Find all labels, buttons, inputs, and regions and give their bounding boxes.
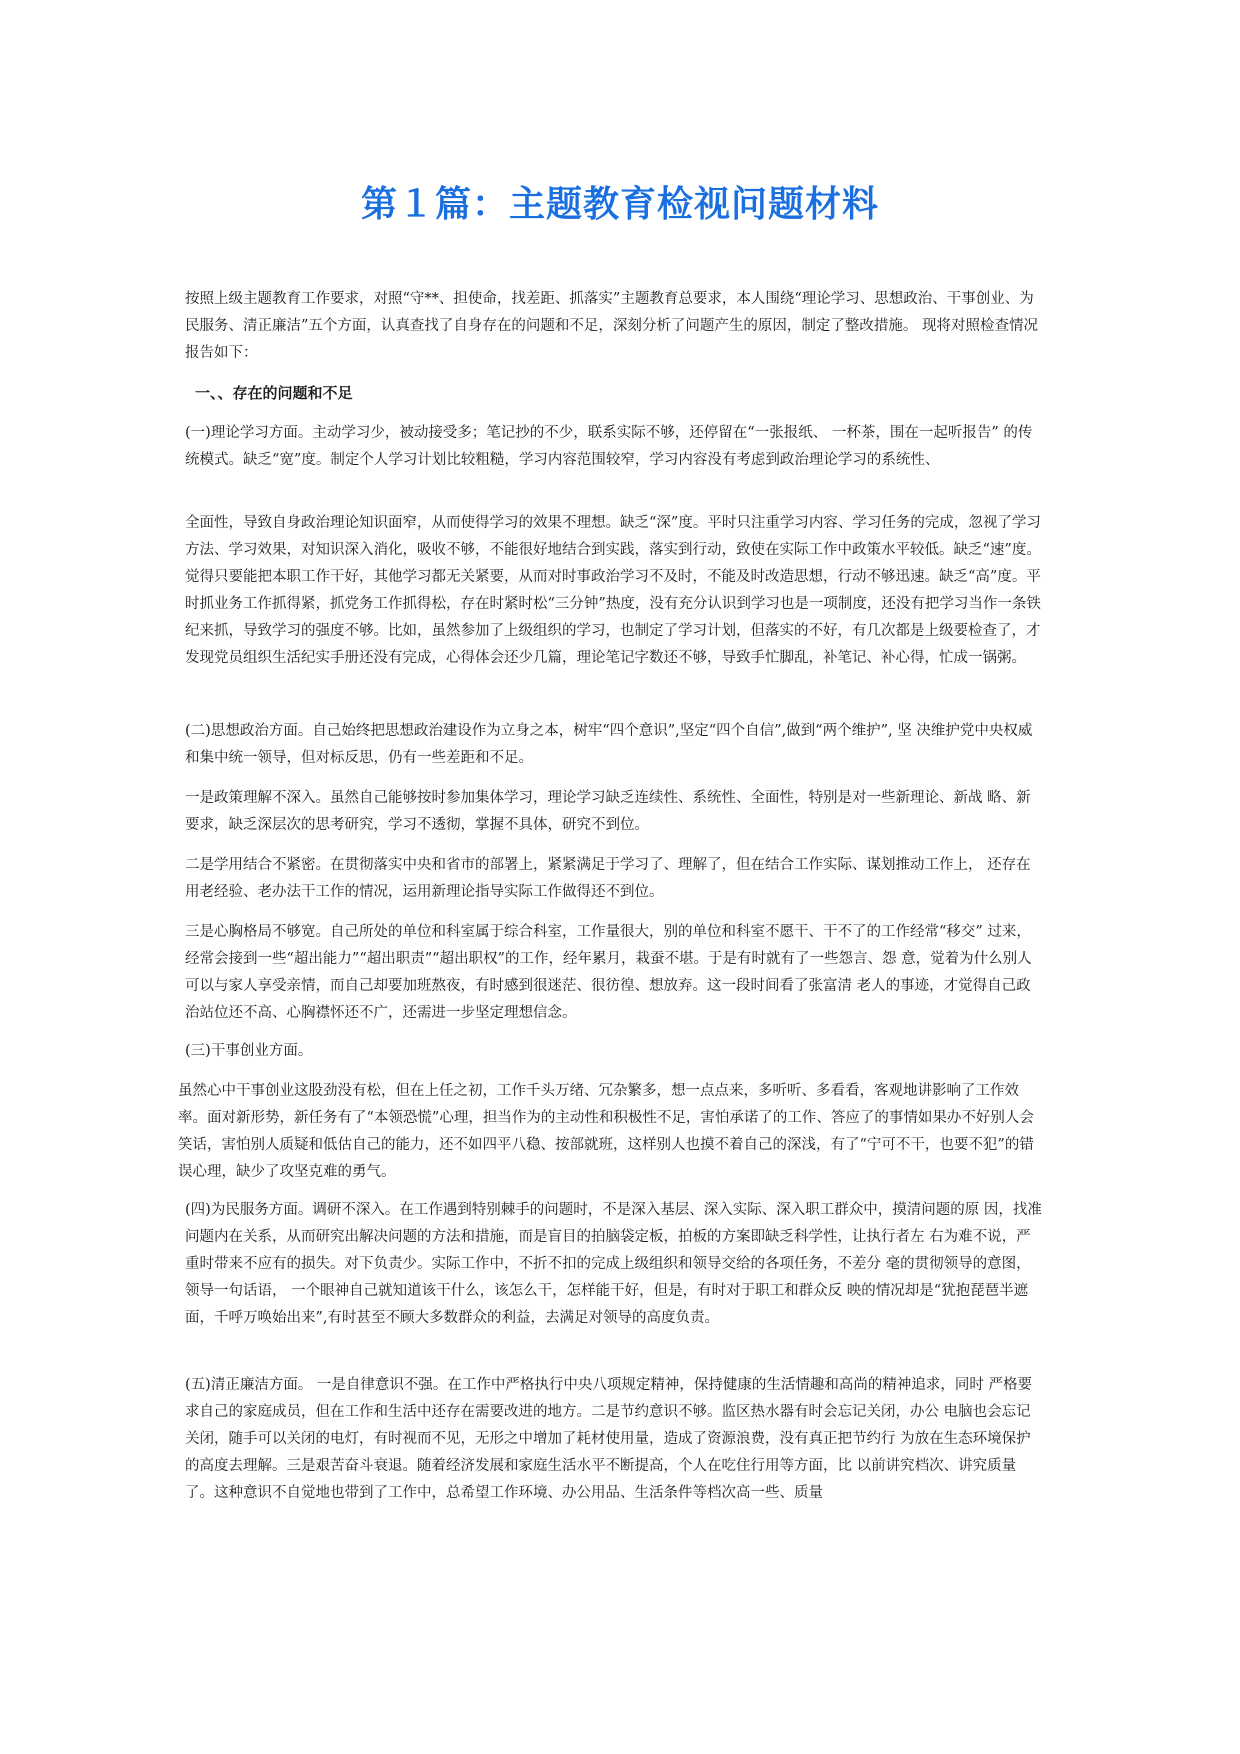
paragraph-entrepreneurship: 虽然心中干事创业这股劲没有松，但在上任之初，工作千头万绪、冗杂繁多，想一点点来，多听听、多看看，客观地讲影响了工作效率。面对新形势，新任务有了“本领恐慌”心理，担当作为的主动性和积极性不足，害怕承诺了的工作、答应了的事情如果办不好别人会笑话，害怕别人质疑和低估自己的能力，还不如四平八稳、按部就班，这样别人也摸不着自己的深浅，有了“宁可不干，也要不犯”的错误心理，缺少了攻坚克难的勇气。 [178,1083,1034,1180]
paragraph-political-thought: (二)思想政治方面。自己始终把思想政治建设作为立身之本，树牢“四个意识”,坚定“四个自信”,做到“两个维护”, 坚 决维护党中央权威和集中统一领导，但对标反思，仍有一些差距和不足。 [185,723,1033,766]
paragraph-serve-people: (四)为民服务方面。调研不深入。在工作遇到特别棘手的问题时，不是深入基层、深入实际、深入职工群众中，摸清问题的原 因，找准问题内在关系，从而研究出解决问题的方法和措施，而是盲目的拍脑袋定板，拍板的方案即缺乏科学性，让执行者左 右为难不说，严重时带来不应有的损失。对下负责少。实际工作中，不折不扣的完成上级组织和领导交给的各项任务，不差分 毫的贯彻领导的意图，领导一句话语， 一个眼神自己就知道该干什么，该怎么干，怎样能干好，但是，有时对于职工和群众反 映的情况却是“犹抱琵琶半遮面，千呼万唤始出来”,有时甚至不顾大多数群众的利益，去满足对领导的高度负责。 [185,1202,1042,1326]
paragraph-entrepreneurship-heading: (三)干事创业方面。 [185,1043,313,1059]
paragraph-theory-study-cont: 全面性，导致自身政治理论知识面窄，从而使得学习的效果不理想。缺乏“深”度。平时只注重学习内容、学习任务的完成，忽视了学习方法、学习效果，对知识深入消化，吸收不够，不能很好地结合到实践，落实到行动，致使在实际工作中政策水平较低。缺乏“速”度。觉得只要能把本职工作干好，其他学习都无关紧要，从而对时事政治学习不及时，不能及时改造思想，行动不够迅速。缺乏“高”度。平时抓业务工作抓得紧，抓党务工作抓得松，存在时紧时松“三分钟”热度，没有充分认识到学习也是一项制度，还没有把学习当作一条铁纪来抓，导致学习的强度不够。比如，虽然参加了上级组织的学习，也制定了学习计划，但落实的不好，有几次都是上级要检查了，才发现党员组织生活纪实手册还没有完成，心得体会还少几篇，理论笔记字数还不够，导致手忙脚乱，补笔记、补心得，忙成一锅粥。 [185,515,1041,666]
paragraph-study-application: 二是学用结合不紧密。在贯彻落实中央和省市的部署上，紧紧满足于学习了、理解了，但在结合工作实际、谋划推动工作上， 还存在用老经验、老办法干工作的情况，运用新理论指导实际工作做得还不到位。 [185,857,1031,900]
document-title: 第１篇：主题教育检视问题材料 [360,184,879,225]
intro-paragraph: 按照上级主题教育工作要求，对照“守**、担使命，找差距、抓落实”主题教育总要求，本人围绕“理论学习、思想政治、干事创业、为民服务、清正廉洁”五个方面，认真查找了自身存在的问题和不足，深刻分析了问题产生的原因，制定了整改措施。 现将对照检查情况报告如下： [185,291,1039,361]
paragraph-broad-mind: 三是心胸格局不够宽。自己所处的单位和科室属于综合科室，工作量很大，别的单位和科室不愿干、干不了的工作经常“移交” 过来，经常会接到一些“超出能力”“超出职责”“超出职权”的工作，经年累月，栽蚕不堪。于是有时就有了一些怨言、怨 意，觉着为什么别人可以与家人享受亲情，而自己却要加班熬夜，有时感到很迷茫、很彷徨、想放弃。这一段时间看了张富清 老人的事迹，才觉得自己政治站位还不高、心胸襟怀还不广，还需进一步坚定理想信念。 [185,924,1032,1021]
paragraph-theory-study: (一)理论学习方面。主动学习少，被动接受多；笔记抄的不少，联系实际不够，还停留在“一张报纸、 一杯茶，围在一起听报告” 的传统模式。缺乏“宽”度。制定个人学习计划比较粗糙，学习内容范围较窄，学习内容没有考虑到政治理论学习的系统性、 [185,425,1033,468]
paragraph-integrity: (五)清正廉洁方面。 一是自律意识不强。在工作中严格执行中央八项规定精神，保持健康的生活情趣和高尚的精神追求，同时 严格要求自己的家庭成员，但在工作和生活中还存在需要改进的地方。二是节约意识不够。监区热水器有时会忘记关闭，办公 电脑也会忘记关闭，随手可以关闭的电灯，有时视而不见，无形之中增加了耗材使用量，造成了资源浪费，没有真正把节约行 为放在生态环境保护的高度去理解。三是艰苦奋斗衰退。随着经济发展和家庭生活水平不断提高，个人在吃住行用等方面，比 以前讲究档次、讲究质量了。这种意识不自觉地也带到了工作中，总希望工作环境、办公用品、生活条件等档次高一些、质量 [185,1377,1033,1501]
section-heading: 一、、存在的问题和不足 [195,384,353,402]
paragraph-policy-understanding: 一是政策理解不深入。虽然自己能够按时参加集体学习，理论学习缺乏连续性、系统性、全面性，特别是对一些新理论、新战 略、新要求，缺乏深层次的思考研究，学习不透彻，掌握不具体，研究不到位。 [185,790,1031,833]
